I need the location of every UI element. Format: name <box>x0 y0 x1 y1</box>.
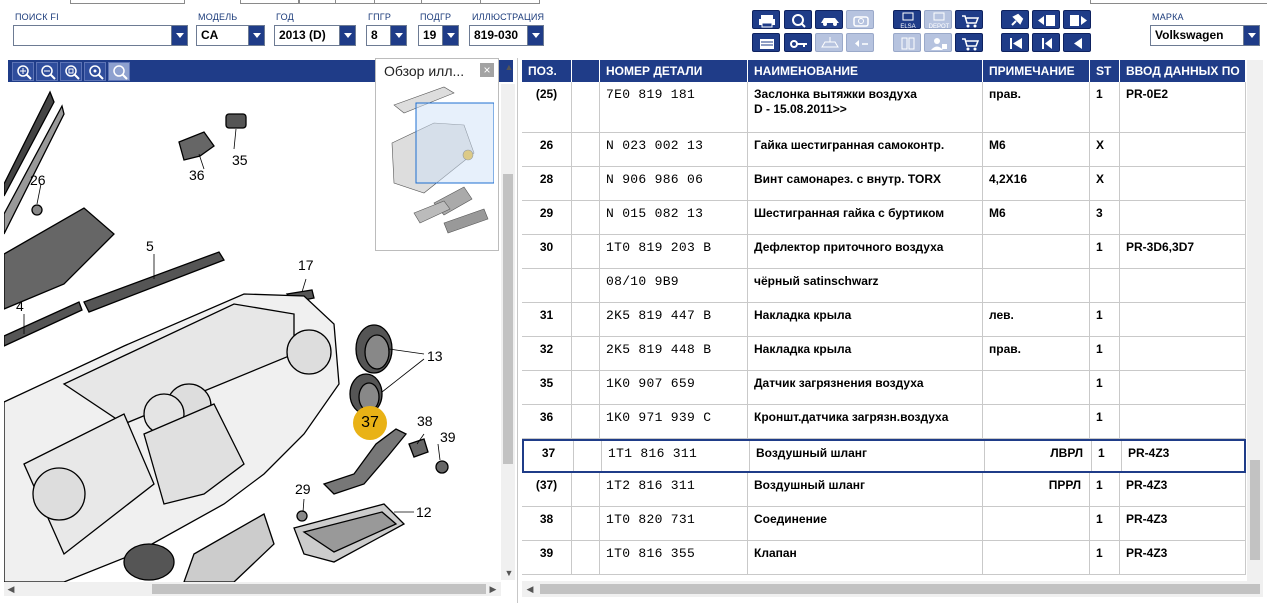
cell-name <box>748 201 983 234</box>
tab[interactable] <box>1090 0 1267 4</box>
cart-add-button[interactable] <box>955 10 983 29</box>
cell-part: 1T1 816 311 <box>602 441 750 471</box>
user-icon <box>925 34 953 53</box>
cell-pos: 26 <box>522 133 572 166</box>
illustration-select[interactable] <box>469 25 544 46</box>
cell-data: PR-4Z3 <box>1120 541 1246 574</box>
cell-name <box>748 405 983 438</box>
cell-st <box>1090 269 1120 302</box>
illustration-vscroll[interactable] <box>501 84 515 580</box>
callout-39[interactable]: 39 <box>440 429 456 445</box>
sub-group-value: 19 <box>423 28 437 42</box>
pin-icon <box>1002 11 1030 30</box>
cell-flag <box>572 269 600 302</box>
cell-pos: 31 <box>522 303 572 336</box>
cell-st: 1 <box>1092 441 1122 471</box>
zoom-out-button[interactable] <box>36 62 58 81</box>
col-name[interactable]: НАИМЕНОВАНИЕ <box>748 60 983 82</box>
print-icon <box>753 11 781 30</box>
cell-data: PR-4Z3 <box>1122 441 1246 471</box>
cell-data <box>1120 405 1246 438</box>
cell-flag <box>572 405 600 438</box>
search-icon <box>785 11 813 30</box>
part-name: Винт самонарез. с внутр. TORX <box>754 172 942 186</box>
year-value: 2013 (D) <box>279 28 326 42</box>
cell-note <box>983 541 1090 574</box>
brand-value: Volkswagen <box>1155 28 1224 42</box>
table-row[interactable] <box>522 201 1246 235</box>
vehicle-button[interactable] <box>815 10 843 29</box>
table-row[interactable] <box>522 133 1246 167</box>
search-fi-label: ПОИСК FI <box>15 12 59 22</box>
zoom-in-button[interactable] <box>12 62 34 81</box>
overview-thumbnail[interactable] <box>384 83 494 243</box>
elsa-button[interactable] <box>893 10 921 29</box>
zoom-fit-icon <box>61 63 83 82</box>
pin-button[interactable] <box>1001 10 1029 29</box>
callout-36[interactable]: 36 <box>189 167 205 183</box>
chevron-down-icon[interactable] <box>390 26 406 45</box>
cell-data <box>1120 337 1246 370</box>
callout-37-highlighted[interactable]: 37 <box>353 406 387 440</box>
cell-pos: 28 <box>522 167 572 200</box>
cell-name <box>750 441 985 471</box>
chevron-down-icon[interactable] <box>1243 26 1259 45</box>
part-name: Заслонка вытяжки воздуха <box>754 87 917 101</box>
sub-group-select[interactable] <box>418 25 459 46</box>
cell-data <box>1120 303 1246 336</box>
callout-29[interactable]: 29 <box>295 481 311 497</box>
cell-note: ПРРЛ <box>983 473 1090 506</box>
table-row[interactable] <box>522 337 1246 371</box>
table-row[interactable] <box>522 507 1246 541</box>
illustration-label: ИЛЛЮСТРАЦИЯ <box>472 12 545 22</box>
cell-flag <box>572 235 600 268</box>
cell-pos: (37) <box>522 473 572 506</box>
prev-button[interactable] <box>1063 33 1091 52</box>
col-data-entry[interactable]: ВВОД ДАННЫХ ПО <box>1120 60 1246 82</box>
cell-part: 1K0 907 659 <box>600 371 748 404</box>
zoom-100-icon <box>85 63 107 82</box>
cell-name <box>748 541 983 574</box>
scroll-down-icon[interactable]: ▼ <box>504 568 514 578</box>
next-page-button[interactable] <box>1063 10 1091 29</box>
table-row[interactable] <box>522 235 1246 269</box>
table-row[interactable] <box>522 82 1246 133</box>
search-fi-select[interactable] <box>13 25 188 46</box>
cell-st: 1 <box>1090 405 1120 438</box>
chevron-down-icon[interactable] <box>339 26 355 45</box>
cell-pos: (25) <box>522 82 572 132</box>
cell-flag <box>572 201 600 234</box>
cell-name <box>748 507 983 540</box>
cell-flag <box>572 371 600 404</box>
part-name: Гайка шестигранная самоконтр. <box>754 138 945 152</box>
part-name: чёрный satinschwarz <box>754 274 879 288</box>
cell-data <box>1120 269 1246 302</box>
camera-remove-button[interactable] <box>846 33 874 52</box>
cell-flag <box>572 507 600 540</box>
table-row[interactable] <box>522 371 1246 405</box>
scroll-left-icon[interactable]: ◀ <box>7 584 15 594</box>
cell-part: 2K5 819 447 B <box>600 303 748 336</box>
table-hscroll[interactable] <box>522 581 1263 597</box>
list-button[interactable] <box>752 33 780 52</box>
cell-name <box>748 167 983 200</box>
cell-name <box>748 82 983 132</box>
cell-flag <box>572 541 600 574</box>
zoom-out-icon <box>37 63 59 82</box>
cell-flag <box>572 303 600 336</box>
cell-pos: 38 <box>522 507 572 540</box>
prev-page-button[interactable] <box>1032 10 1060 29</box>
cell-pos: 29 <box>522 201 572 234</box>
part-name: Шестигранная гайка с буртиком <box>754 206 945 220</box>
prev-icon <box>1064 34 1092 53</box>
cell-pos: 30 <box>522 235 572 268</box>
cell-pos: 39 <box>522 541 572 574</box>
cell-st: 1 <box>1090 473 1120 506</box>
depot-icon <box>925 11 953 30</box>
part-name: Воздушный шланг <box>756 446 867 460</box>
cell-st: 1 <box>1090 541 1120 574</box>
chevron-down-icon[interactable] <box>248 26 264 45</box>
camera-icon <box>847 11 875 30</box>
cell-flag <box>572 133 600 166</box>
sub-group-label: ПОДГР <box>420 12 452 22</box>
user-button[interactable] <box>924 33 952 52</box>
cell-st: 1 <box>1090 371 1120 404</box>
tab[interactable] <box>298 0 336 4</box>
cell-note: M6 <box>983 201 1090 234</box>
model-select[interactable] <box>196 25 265 46</box>
cart-button[interactable] <box>955 33 983 52</box>
cell-pos <box>522 269 572 302</box>
callout-4[interactable]: 4 <box>16 298 24 314</box>
chevron-down-icon[interactable] <box>171 26 187 45</box>
scroll-thumb[interactable] <box>1250 460 1260 560</box>
table-row[interactable] <box>522 167 1246 201</box>
tab-strip <box>0 0 1267 4</box>
cell-data: PR-4Z3 <box>1120 473 1246 506</box>
tab[interactable] <box>374 0 422 4</box>
cell-part: 08/10 9B9 <box>600 269 748 302</box>
elsa-text: ELSA <box>900 24 916 30</box>
table-row[interactable] <box>522 303 1246 337</box>
elsa-icon <box>894 11 922 30</box>
part-name: Дефлектор приточного воздуха <box>754 240 944 254</box>
cell-note <box>983 269 1090 302</box>
cell-st: 3 <box>1090 201 1120 234</box>
prev-page-icon <box>1033 11 1061 30</box>
cell-flag <box>572 167 600 200</box>
cell-part: 1K0 971 939 C <box>600 405 748 438</box>
cell-st: 1 <box>1090 303 1120 336</box>
cell-part: N 015 082 13 <box>600 201 748 234</box>
col-part-number[interactable]: НОМЕР ДЕТАЛИ <box>600 60 748 82</box>
search-button[interactable] <box>784 10 812 29</box>
camera-button[interactable] <box>846 10 874 29</box>
col-flag[interactable] <box>572 60 600 82</box>
part-name-line2: D - 15.08.2011>> <box>754 102 847 116</box>
cell-note: прав. <box>983 337 1090 370</box>
first-icon <box>1002 34 1030 53</box>
main-group-label: ГПГР <box>368 12 392 22</box>
cart-icon <box>956 34 984 53</box>
model-value: CA <box>201 28 219 42</box>
year-label: ГОД <box>276 12 294 22</box>
car-repair-icon <box>816 34 844 53</box>
key-button[interactable] <box>784 33 812 52</box>
tab[interactable] <box>335 0 375 4</box>
cell-pos: 37 <box>524 441 574 471</box>
brand-select[interactable] <box>1150 25 1260 46</box>
tab[interactable] <box>70 0 185 4</box>
cell-pos: 32 <box>522 337 572 370</box>
cell-st: 1 <box>1090 235 1120 268</box>
scroll-right-icon[interactable]: ▶ <box>489 584 497 594</box>
cell-st: 1 <box>1090 507 1120 540</box>
overview-title: Обзор илл... <box>384 63 465 79</box>
cell-data <box>1120 201 1246 234</box>
year-select[interactable] <box>274 25 356 46</box>
tab[interactable] <box>421 0 481 4</box>
callout-35[interactable]: 35 <box>232 152 248 168</box>
cell-part: 1T0 816 355 <box>600 541 748 574</box>
part-name: Накладка крыла <box>754 308 852 322</box>
cell-note <box>983 235 1090 268</box>
scroll-up-icon[interactable]: ▲ <box>504 62 514 72</box>
cell-part: 1T0 820 731 <box>600 507 748 540</box>
car-repair-button[interactable] <box>815 33 843 52</box>
parts-table <box>522 60 1246 581</box>
cell-part: 1T0 819 203 B <box>600 235 748 268</box>
cell-pos: 36 <box>522 405 572 438</box>
cell-data: PR-3D6,3D7 <box>1120 235 1246 268</box>
cell-part: N 023 002 13 <box>600 133 748 166</box>
zoom-100-button[interactable] <box>84 62 106 81</box>
back-button[interactable] <box>1032 33 1060 52</box>
zoom-in-icon <box>13 63 35 82</box>
door-button[interactable] <box>893 33 921 52</box>
part-name: Клапан <box>754 546 797 560</box>
cell-name <box>748 303 983 336</box>
zoom-select-icon <box>109 63 131 82</box>
cell-note: прав. <box>983 82 1090 132</box>
main-group-select[interactable] <box>366 25 407 46</box>
cell-note: 4,2X16 <box>983 167 1090 200</box>
part-name: Воздушный шланг <box>754 478 865 492</box>
cell-name <box>748 473 983 506</box>
cell-name <box>748 337 983 370</box>
cell-note: лев. <box>983 303 1090 336</box>
list-icon <box>753 34 781 53</box>
cell-part: 1T2 816 311 <box>600 473 748 506</box>
cell-note <box>983 405 1090 438</box>
cell-flag <box>574 441 602 471</box>
table-row[interactable] <box>522 405 1246 439</box>
first-button[interactable] <box>1001 33 1029 52</box>
cell-flag <box>572 473 600 506</box>
illustration-value: 819-030 <box>474 28 519 42</box>
camera-remove-icon <box>847 34 875 53</box>
callout-26[interactable]: 26 <box>30 172 46 188</box>
cell-st: X <box>1090 133 1120 166</box>
cell-name <box>748 133 983 166</box>
cell-st: 1 <box>1090 337 1120 370</box>
model-label: МОДЕЛЬ <box>198 12 238 22</box>
cell-data: PR-4Z3 <box>1120 507 1246 540</box>
illustration-hscroll[interactable] <box>4 582 501 596</box>
col-st[interactable]: ST <box>1090 60 1120 82</box>
callout-5[interactable]: 5 <box>146 238 154 254</box>
door-icon <box>894 34 922 53</box>
cell-flag <box>572 337 600 370</box>
close-icon[interactable]: × <box>480 63 494 77</box>
print-button[interactable] <box>752 10 780 29</box>
chevron-down-icon[interactable] <box>527 26 543 45</box>
cell-part: 2K5 819 448 B <box>600 337 748 370</box>
key-icon <box>785 34 813 53</box>
part-name: Кроншт.датчика загрязн.воздуха <box>754 410 949 424</box>
cell-data <box>1120 133 1246 166</box>
next-page-icon <box>1064 11 1092 30</box>
cell-data <box>1120 167 1246 200</box>
zoom-fit-button[interactable] <box>60 62 82 81</box>
back-icon <box>1033 34 1061 53</box>
cell-part: 7E0 819 181 <box>600 82 748 132</box>
cell-note <box>983 371 1090 404</box>
table-header <box>522 60 1246 82</box>
cell-st: 1 <box>1090 82 1120 132</box>
overview-panel <box>375 58 499 251</box>
part-name: Накладка крыла <box>754 342 852 356</box>
cell-flag <box>572 82 600 132</box>
cart-add-icon <box>956 11 984 30</box>
table-row-selected[interactable] <box>522 439 1246 473</box>
cell-note <box>983 507 1090 540</box>
cell-note: ЛВРЛ <box>985 441 1092 471</box>
cell-name <box>748 269 983 302</box>
callout-12[interactable]: 12 <box>416 504 432 520</box>
col-pos[interactable]: ПОЗ. <box>522 60 572 82</box>
brand-label: МАРКА <box>1152 12 1184 22</box>
callout-13[interactable]: 13 <box>427 348 443 364</box>
col-note[interactable]: ПРИМЕЧАНИЕ <box>983 60 1090 82</box>
table-row[interactable] <box>522 269 1246 303</box>
cell-name <box>748 235 983 268</box>
tab[interactable] <box>240 0 300 4</box>
scroll-thumb[interactable] <box>152 584 486 594</box>
chevron-down-icon[interactable] <box>442 26 458 45</box>
cell-name <box>748 371 983 404</box>
cell-st: X <box>1090 167 1120 200</box>
cell-data <box>1120 371 1246 404</box>
cell-note: M6 <box>983 133 1090 166</box>
scroll-thumb[interactable] <box>540 584 1260 594</box>
callout-38[interactable]: 38 <box>417 413 433 429</box>
cell-part: N 906 986 06 <box>600 167 748 200</box>
cell-data: PR-0E2 <box>1120 82 1246 132</box>
car-icon <box>816 11 844 30</box>
zoom-select-button[interactable] <box>108 62 130 81</box>
table-vscroll[interactable] <box>1247 60 1263 581</box>
cell-pos: 35 <box>522 371 572 404</box>
callout-17[interactable]: 17 <box>298 257 314 273</box>
depot-text: DEPOT <box>928 24 950 30</box>
table-row[interactable] <box>522 541 1246 575</box>
table-row[interactable] <box>522 473 1246 507</box>
part-name: Датчик загрязнения воздуха <box>754 376 924 390</box>
part-name: Соединение <box>754 512 827 526</box>
depot-button[interactable] <box>924 10 952 29</box>
scroll-left-icon[interactable]: ◀ <box>526 584 534 594</box>
main-group-value: 8 <box>371 28 378 42</box>
tab[interactable] <box>480 0 540 4</box>
scroll-thumb[interactable] <box>503 174 513 464</box>
